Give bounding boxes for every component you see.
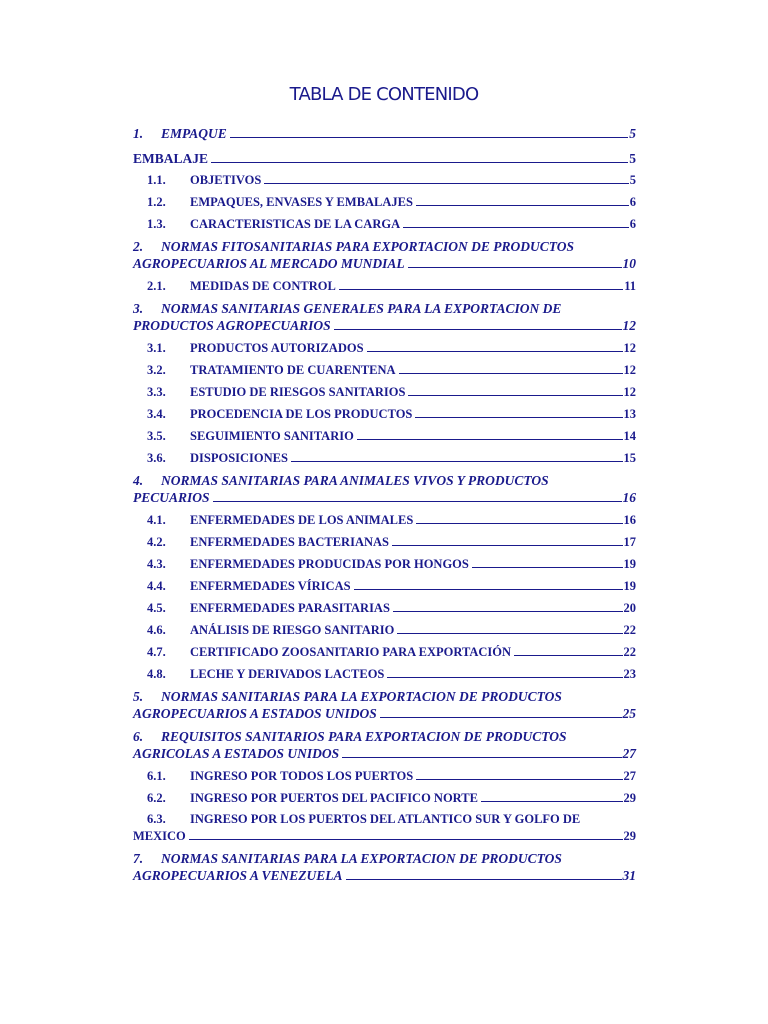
toc-leader-line (416, 778, 622, 780)
toc-entry[interactable] (133, 489, 636, 506)
toc-entry[interactable] (147, 450, 636, 467)
toc-leader-line (334, 328, 622, 330)
toc-entry-text: INGRESO POR TODOS LOS PUERTOS (190, 769, 414, 783)
toc-entry-number: 4.3. (147, 557, 166, 571)
toc-leader-line (397, 632, 622, 634)
toc-page-number: 12 (623, 363, 636, 377)
toc-entry-number: 6.1. (147, 769, 166, 783)
toc-entry[interactable] (147, 556, 636, 573)
toc-entry[interactable] (147, 340, 636, 357)
toc-entry-text: NORMAS SANITARIAS PARA ANIMALES VIVOS Y PRODUCTOS (161, 473, 549, 488)
toc-leader-line (291, 460, 623, 462)
toc-entry-number: 3.1. (147, 341, 166, 355)
toc-page-number: 15 (623, 451, 636, 465)
toc-leader-line (403, 226, 629, 228)
toc-leader-line (230, 136, 628, 138)
toc-leader-line (211, 161, 628, 163)
toc-leader-line (346, 878, 622, 880)
toc-entry-text: ENFERMEDADES BACTERIANAS (190, 535, 389, 549)
toc-entry[interactable] (147, 512, 636, 529)
toc-page-number: 5 (629, 173, 636, 187)
toc-entry[interactable] (147, 644, 636, 661)
toc-page-number: 13 (623, 407, 636, 421)
toc-entry[interactable] (133, 867, 636, 884)
toc-entry-number: 4. (133, 473, 144, 488)
toc-leader-line (189, 838, 623, 840)
toc-entry-text: ESTUDIO DE RIESGOS SANITARIOS (190, 385, 406, 399)
toc-page-number: 14 (623, 429, 636, 443)
toc-page-number: 16 (622, 490, 636, 505)
toc-entry-text: EMPAQUES, ENVASES Y EMBALAJES (190, 195, 413, 209)
toc-entry-text: PROCEDENCIA DE LOS PRODUCTOS (190, 407, 413, 421)
toc-entry[interactable] (147, 622, 636, 639)
toc-page-number: 25 (622, 706, 636, 721)
toc-entry-text: NORMAS FITOSANITARIAS PARA EXPORTACION DE PRODUCTOS (161, 239, 574, 254)
toc-page-number: 12 (623, 385, 636, 399)
toc-entry-number: 2.1. (147, 279, 166, 293)
toc-leader-line (408, 266, 622, 268)
toc-entry-number: 7. (133, 851, 144, 866)
toc-entry-text-continued: AGROPECUARIOS A ESTADOS UNIDOS (133, 706, 377, 721)
toc-entry-number: 5. (133, 689, 144, 704)
toc-page-number: 20 (623, 601, 636, 615)
toc-entry-number: 4.2. (147, 535, 166, 549)
toc-page-number: 16 (623, 513, 636, 527)
toc-entry-number: 3.5. (147, 429, 166, 443)
toc-leader-line (472, 566, 623, 568)
toc-leader-line (415, 416, 622, 418)
toc-entry-text: ENFERMEDADES PARASITARIAS (190, 601, 390, 615)
toc-entry-number: 4.5. (147, 601, 166, 615)
toc-leader-line (514, 654, 622, 656)
toc-page-number: 10 (622, 256, 636, 271)
toc-page-number: 12 (623, 341, 636, 355)
toc-entry-text: EMPAQUE (161, 126, 227, 141)
toc-entry[interactable] (147, 216, 636, 233)
toc-entry-text: PRODUCTOS AUTORIZADOS (190, 341, 364, 355)
toc-page-number: 27 (623, 769, 636, 783)
toc-entry-text: CERTIFICADO ZOOSANITARIO PARA EXPORTACIÓN (190, 645, 512, 659)
toc-entry-number: 6. (133, 729, 144, 744)
toc-entry-text: REQUISITOS SANITARIOS PARA EXPORTACION DE PRODUCTOS (161, 729, 567, 744)
toc-page-number: 6 (629, 195, 636, 209)
toc-leader-line (392, 544, 623, 546)
toc-page-number: 22 (623, 623, 636, 637)
toc-entry-text-continued: AGROPECUARIOS AL MERCADO MUNDIAL (133, 256, 405, 271)
toc-entry-text: NORMAS SANITARIAS PARA LA EXPORTACION DE PRODUCTOS (161, 851, 562, 866)
toc-entry[interactable] (147, 172, 636, 189)
toc-entry-text: EMBALAJE (133, 151, 209, 166)
toc-entry-number: 4.4. (147, 579, 166, 593)
toc-entry-number: 3. (133, 301, 144, 316)
toc-entry-number: 1.3. (147, 217, 166, 231)
toc-entry[interactable] (133, 125, 636, 142)
toc-entry-number: 6.2. (147, 791, 166, 805)
toc-page-number: 31 (622, 868, 636, 883)
toc-entry-text-continued: AGROPECUARIOS A VENEZUELA (133, 868, 343, 883)
toc-leader-line (213, 500, 622, 502)
toc-entry-line[interactable] (133, 850, 562, 867)
toc-leader-line (481, 800, 623, 802)
toc-entry-number: 4.1. (147, 513, 166, 527)
toc-entry[interactable] (147, 600, 636, 617)
toc-leader-line (342, 756, 621, 758)
toc-page-number: 19 (623, 557, 636, 571)
toc-leader-line (416, 522, 622, 524)
toc-entry[interactable] (133, 255, 636, 272)
toc-entry[interactable] (147, 194, 636, 211)
toc-leader-line (399, 372, 623, 374)
toc-leader-line (416, 204, 629, 206)
toc-entry[interactable] (147, 768, 636, 785)
toc-leader-line (264, 182, 628, 184)
toc-page-number: 11 (624, 279, 636, 293)
toc-entry[interactable] (147, 278, 636, 295)
toc-entry[interactable] (133, 150, 636, 167)
toc-entry-text: INGRESO POR PUERTOS DEL PACIFICO NORTE (190, 791, 478, 805)
toc-entry-line[interactable] (133, 300, 561, 317)
toc-entry-text: OBJETIVOS (190, 173, 262, 187)
toc-entry-number: 4.6. (147, 623, 166, 637)
toc-page-number: 5 (629, 151, 636, 166)
toc-entry[interactable] (147, 534, 636, 551)
toc-leader-line (357, 438, 623, 440)
toc-entry-text-continued: AGRICOLAS A ESTADOS UNIDOS (133, 746, 340, 761)
toc-entry-number: 3.4. (147, 407, 166, 421)
toc-leader-line (367, 350, 623, 352)
toc-entry-number: 4.8. (147, 667, 166, 681)
toc-entry-text: ENFERMEDADES DE LOS ANIMALES (190, 513, 414, 527)
toc-entry-number: 6.3. (147, 812, 166, 826)
toc-page-number: 19 (623, 579, 636, 593)
toc-entry-text: INGRESO POR LOS PUERTOS DEL ATLANTICO SUR Y GOLFO DE (190, 812, 581, 826)
toc-entry-number: 1.1. (147, 173, 166, 187)
toc-entry-text: TRATAMIENTO DE CUARENTENA (190, 363, 396, 377)
toc-entry-line[interactable] (133, 811, 580, 828)
toc-entry[interactable] (133, 317, 636, 334)
toc-entry-text: DISPOSICIONES (190, 451, 288, 465)
page-title: TABLA DE CONTENIDO (289, 84, 479, 105)
toc-entry-line[interactable] (133, 238, 574, 255)
toc-page-number: 29 (623, 829, 636, 843)
toc-entry-text-continued: PECUARIOS (133, 490, 210, 505)
toc-entry[interactable] (133, 745, 636, 762)
toc-entry-number: 1.2. (147, 195, 166, 209)
toc-page-number: 22 (623, 645, 636, 659)
toc-entry-number: 4.7. (147, 645, 166, 659)
toc-entry-number: 1. (133, 126, 144, 141)
toc-entry-number: 3.3. (147, 385, 166, 399)
toc-entry-number: 2. (133, 239, 144, 254)
toc-page-number: 12 (622, 318, 636, 333)
toc-entry-text: ENFERMEDADES PRODUCIDAS POR HONGOS (190, 557, 469, 571)
toc-entry[interactable] (133, 705, 636, 722)
toc-page-number: 17 (623, 535, 636, 549)
toc-entry-number: 3.2. (147, 363, 166, 377)
toc-entry[interactable] (147, 384, 636, 401)
toc-entry-text: ANÁLISIS DE RIESGO SANITARIO (190, 623, 395, 637)
toc-entry-text: NORMAS SANITARIAS PARA LA EXPORTACION DE PRODUCTOS (161, 689, 562, 704)
toc-entry[interactable] (147, 406, 636, 423)
toc-entry-text: NORMAS SANITARIAS GENERALES PARA LA EXPORTACION DE (161, 301, 562, 316)
toc-entry[interactable] (147, 666, 636, 683)
toc-page-number: 29 (623, 791, 636, 805)
toc-entry[interactable] (147, 362, 636, 379)
toc-entry[interactable] (147, 428, 636, 445)
toc-page-number: 5 (629, 126, 636, 141)
toc-entry[interactable] (133, 828, 636, 845)
toc-entry-text: ENFERMEDADES VÍRICAS (190, 579, 351, 593)
toc-entry-text: CARACTERISTICAS DE LA CARGA (190, 217, 401, 231)
toc-leader-line (339, 288, 623, 290)
toc-page-number: 6 (629, 217, 636, 231)
toc-entry-line[interactable] (133, 688, 562, 705)
toc-entry-text-continued: PRODUCTOS AGROPECUARIOS (133, 318, 331, 333)
toc-entry-text-continued: MEXICO (133, 829, 186, 843)
toc-entry-line[interactable] (133, 728, 567, 745)
toc-leader-line (387, 676, 622, 678)
toc-leader-line (380, 716, 622, 718)
toc-entry-text: MEDIDAS DE CONTROL (190, 279, 336, 293)
toc-page-number: 23 (623, 667, 636, 681)
toc-leader-line (354, 588, 623, 590)
toc-entry-line[interactable] (133, 472, 549, 489)
toc-entry[interactable] (147, 790, 636, 807)
toc-entry[interactable] (147, 578, 636, 595)
toc-page-number: 27 (622, 746, 636, 761)
toc-leader-line (393, 610, 623, 612)
toc-entry-text: SEGUIMIENTO SANITARIO (190, 429, 354, 443)
toc-entry-number: 3.6. (147, 451, 166, 465)
toc-entry-text: LECHE Y DERIVADOS LACTEOS (190, 667, 385, 681)
toc-leader-line (408, 394, 622, 396)
